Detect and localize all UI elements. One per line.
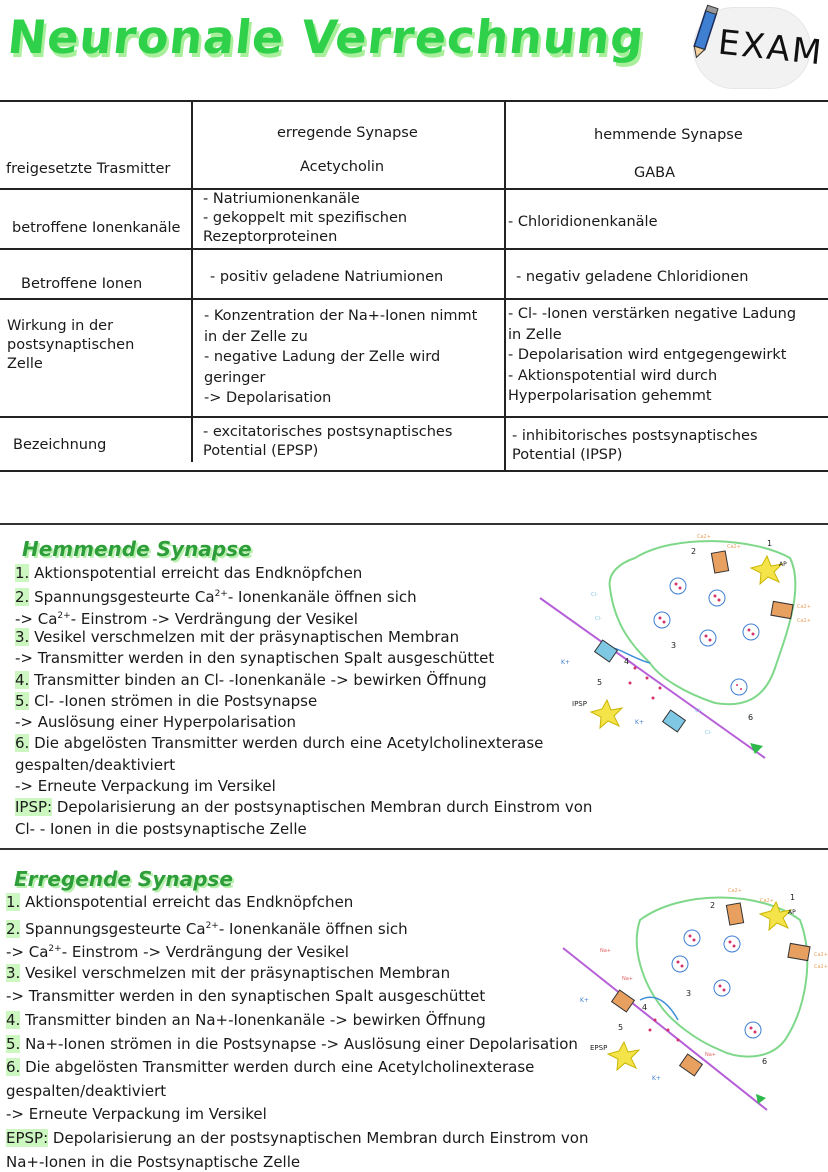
epsp-star <box>608 1042 639 1070</box>
step-text: Na+-Ionen strömen in die Postsynapse -> Auslösung einer Depolarisation <box>20 1034 578 1053</box>
diagram-label: Ca2+ <box>797 618 811 624</box>
step-text: Aktionspotential erreicht das Endknöpfchen <box>29 564 363 582</box>
step-line <box>15 777 276 796</box>
table-row-divider <box>0 248 828 250</box>
step-line <box>15 649 494 668</box>
step-number: 3. <box>15 627 30 646</box>
step-text: -> Transmitter werden in den synaptischen Spalt ausgeschüttet <box>15 649 495 668</box>
cell-hemmend: - negativ geladene Chloridionen <box>516 269 749 285</box>
cell-line: Zelle <box>7 356 43 372</box>
step-text: gespalten/deaktiviert <box>15 755 176 774</box>
step-text: Die abgelösten Transmitter werden durch eine Acetylcholinexterase <box>20 1058 535 1077</box>
step-text: Spannungsgesteurte Ca <box>20 919 206 938</box>
step-text: Transmitter binden an Cl- -Ionenkanäle -> bewirken Öffnung <box>29 670 487 689</box>
ca-channel <box>771 601 793 618</box>
diagram-label: AP <box>788 909 796 916</box>
diagram-label: K+ <box>635 719 644 726</box>
vesicle <box>684 930 700 946</box>
step-line <box>15 798 592 817</box>
step-text: -> Transmitter werden in den synaptischen Spalt ausgeschüttet <box>6 987 486 1006</box>
diagram-label: K+ <box>652 1075 661 1082</box>
step-number: 1. <box>6 893 21 911</box>
cell-hemmend <box>508 304 796 407</box>
row-label: Bezeichnung <box>13 437 107 453</box>
diagram-label: 2 <box>691 547 697 556</box>
cell-line: - Depolarisation wird entgegengewirkt <box>508 347 787 363</box>
diagram-label: K+ <box>561 659 570 666</box>
row-label: betroffene Ionenkanäle <box>12 220 181 236</box>
step-text: -> Ca <box>15 609 58 628</box>
step-superscript: 2+ <box>57 610 71 621</box>
step-number: 2. <box>6 919 21 938</box>
diagram-label: Ca2+ <box>814 964 828 970</box>
diagram-label: Cl- <box>591 592 598 598</box>
step-text: Vesikel verschmelzen mit der präsynaptischen Membran <box>29 627 460 646</box>
diagram-label: 2 <box>710 901 716 910</box>
step-number: 4. <box>15 670 30 689</box>
step-line <box>6 1129 589 1148</box>
cell-hemmend: - Chloridionenkanäle <box>508 214 658 230</box>
vesicle <box>709 590 725 606</box>
cell-erregend <box>204 306 477 409</box>
step-line <box>15 713 296 732</box>
diagram-label: Ca2+ <box>760 898 774 904</box>
cell-line: geringer <box>204 369 266 386</box>
cell-erregend: - positiv geladene Natriumionen <box>210 269 444 285</box>
step-line <box>15 564 362 583</box>
cell-line: Hyperpolarisation gehemmt <box>508 388 712 404</box>
step-number: 4. <box>6 1011 21 1029</box>
step-text: -> Ca <box>6 943 49 962</box>
step-line <box>6 1153 300 1172</box>
cell-line: -> Depolarisation <box>204 390 332 406</box>
ca-channel <box>788 943 810 960</box>
step-line <box>15 585 417 607</box>
diagram-label: 6 <box>748 713 754 722</box>
step-line <box>15 734 543 753</box>
step-line <box>15 671 487 690</box>
ipsp-star <box>591 700 622 728</box>
na-channel <box>612 990 635 1012</box>
action-potential-star <box>760 902 791 930</box>
step-line <box>6 1011 486 1030</box>
step-text: - Ionenkanäle öffnen sich <box>218 919 408 938</box>
vesicle <box>745 1022 761 1038</box>
diagram-label: 4 <box>642 1003 648 1012</box>
diagram-label: Na+ <box>600 948 611 954</box>
vesicle <box>672 956 688 972</box>
cell-line: in der Zelle zu <box>204 328 308 345</box>
cell-line: - Aktionspotential wird durch <box>508 367 718 384</box>
step-text: Die abgelösten Transmitter werden durch eine Acetylcholinexterase <box>29 734 544 753</box>
step-number: 2. <box>15 588 30 607</box>
step-text: Transmitter binden an Na+-Ionenkanäle -> bewirken Öffnung <box>20 1011 486 1029</box>
step-text: Vesikel verschmelzen mit der präsynaptischen Membran <box>20 963 451 982</box>
page-title: Neuronale Verrechnung <box>5 10 648 64</box>
diagram-label: Cl- <box>705 730 712 736</box>
cell-line: in Zelle <box>508 326 562 343</box>
table-border <box>0 470 828 472</box>
table-row-divider <box>0 416 828 418</box>
step-text: Spannungsgesteurte Ca <box>29 588 215 607</box>
step-line <box>15 628 459 647</box>
vesicle <box>654 612 670 628</box>
diagram-label: 3 <box>686 989 692 998</box>
row-label: Betroffene Ionen <box>21 276 143 292</box>
hemmend-synapse-diagram <box>535 528 825 768</box>
step-text: Depolarisierung an der postsynaptischen Membran durch Einstrom von <box>52 798 593 817</box>
cell-erregend <box>203 190 407 247</box>
table-row-divider <box>0 188 828 190</box>
ca-channel <box>711 551 728 573</box>
section-divider <box>0 848 828 850</box>
step-text: Cl- -Ionen strömen in die Postsynapse <box>29 691 318 710</box>
diagram-label: 4 <box>624 657 630 666</box>
row-label: freigesetzte Trasmitter <box>6 161 171 177</box>
step-text: - Ionenkanäle öffnen sich <box>227 588 417 607</box>
diagram-label: Na+ <box>705 1052 716 1058</box>
diagram-label: AP <box>779 561 787 568</box>
header-hemmend: hemmende Synapse <box>594 127 743 143</box>
diagram-label: Ca2+ <box>697 534 711 540</box>
ca-channel <box>726 903 743 925</box>
cell-hemmend <box>512 427 758 465</box>
step-line <box>6 917 408 939</box>
cell-line: Rezeptorproteinen <box>203 229 338 245</box>
row-label <box>7 317 134 374</box>
step-number: 5. <box>6 1034 21 1053</box>
cell-line: - negative Ladung der Zelle wird <box>204 349 441 365</box>
badge-text: EXAM <box>716 22 826 74</box>
step-number: EPSP: <box>6 1129 49 1147</box>
cell-hemmend: GABA <box>634 165 676 181</box>
cell-line: - inhibitorisches postsynaptisches <box>512 428 758 444</box>
vesicle <box>700 630 716 646</box>
cell-line: - Natriumionenkanäle <box>203 191 360 207</box>
vesicle <box>714 980 730 996</box>
cell-line: Potential (IPSP) <box>512 447 623 463</box>
step-line <box>6 893 353 912</box>
table-border <box>0 100 828 102</box>
step-line <box>15 607 358 629</box>
table-col-divider <box>504 100 506 470</box>
diagram-label: 1 <box>767 539 773 548</box>
step-number: 5. <box>15 691 30 710</box>
vesicle <box>724 936 740 952</box>
postsynaptic-membrane <box>540 598 765 758</box>
step-text: Aktionspotential erreicht das Endknöpfchen <box>20 893 354 911</box>
diagram-label: IPSP <box>572 700 587 708</box>
step-text: - Einstrom -> Verdrängung der Vesikel <box>61 943 349 962</box>
erregend-synapse-diagram <box>560 880 828 1124</box>
step-number: 6. <box>6 1058 21 1077</box>
step-text: gespalten/deaktiviert <box>6 1081 167 1100</box>
table-row-divider <box>0 298 828 300</box>
cell-line: - Konzentration der Na+-Ionen nimmt <box>204 308 478 324</box>
comparison-table <box>0 100 828 472</box>
diagram-label: 3 <box>671 641 677 650</box>
step-text: -> Auslösung einer Hyperpolarisation <box>15 713 297 732</box>
diagram-label: 5 <box>597 678 603 687</box>
cell-line: Wirkung in der <box>7 318 114 334</box>
step-line <box>15 756 175 775</box>
step-text: Cl- - Ionen in die postsynaptische Zelle <box>15 819 307 838</box>
cl-channel <box>663 710 686 732</box>
table-col-divider <box>191 100 193 462</box>
step-text: -> Erneute Verpackung im Versikel <box>6 1105 267 1124</box>
header-erregend: erregende Synapse <box>277 125 418 141</box>
diagram-label: Ca2+ <box>814 952 828 958</box>
section-heading-erregend: Erregende Synapse <box>14 867 233 891</box>
cell-line: postsynaptischen <box>7 337 135 353</box>
cell-erregend <box>203 423 452 461</box>
diagram-label: Na+ <box>622 976 633 982</box>
diagram-label: EPSP <box>590 1044 608 1052</box>
diagram-label: Cl- <box>595 616 602 622</box>
vesicle <box>743 624 759 640</box>
diagram-label: 6 <box>762 1057 768 1066</box>
diagram-label: K+ <box>580 997 589 1004</box>
section-divider <box>0 523 828 525</box>
vesicle <box>670 578 686 594</box>
diagram-label: 5 <box>618 1023 624 1032</box>
step-line <box>6 964 450 983</box>
step-line <box>6 940 349 962</box>
cell-line: - gekoppelt mit spezifischen <box>203 210 408 226</box>
cell-erregend: Acetycholin <box>300 159 385 175</box>
step-text: - Einstrom -> Verdrängung der Vesikel <box>70 609 358 628</box>
postsynaptic-membrane <box>563 948 767 1110</box>
step-line <box>6 1058 534 1077</box>
step-line <box>6 1082 166 1101</box>
step-line <box>6 1035 578 1054</box>
vesicle <box>731 679 747 695</box>
cell-line: - Cl- -Ionen verstärken negative Ladung <box>508 306 797 322</box>
step-superscript: 2+ <box>214 589 228 600</box>
diagram-label: Ca2+ <box>727 544 741 550</box>
diagram-label: Cl- <box>695 708 702 714</box>
step-text: Depolarisierung an der postsynaptischen Membran durch Einstrom von <box>48 1129 589 1147</box>
action-potential-star <box>751 556 782 584</box>
step-text: Na+-Ionen in die Postsynaptische Zelle <box>6 1152 301 1171</box>
step-superscript: 2+ <box>48 944 62 955</box>
step-superscript: 2+ <box>205 920 219 931</box>
cl-channel <box>595 640 618 662</box>
diagram-label: Ca2+ <box>728 888 742 894</box>
step-number: 6. <box>15 734 30 753</box>
step-line <box>15 820 307 839</box>
step-number: IPSP: <box>15 798 53 817</box>
diagram-label: Ca2+ <box>797 604 811 610</box>
diagram-label: 1 <box>790 893 796 902</box>
step-number: 1. <box>15 564 30 582</box>
step-line <box>6 987 485 1006</box>
step-line <box>15 692 317 711</box>
cell-line: Potential (EPSP) <box>203 443 319 459</box>
exam-badge <box>688 4 826 92</box>
step-number: 3. <box>6 963 21 982</box>
step-line <box>6 1105 267 1124</box>
section-heading-hemmend: Hemmende Synapse <box>22 537 252 561</box>
cell-line: - excitatorisches postsynaptisches <box>203 424 453 440</box>
step-text: -> Erneute Verpackung im Versikel <box>15 777 276 795</box>
na-channel <box>680 1054 703 1076</box>
